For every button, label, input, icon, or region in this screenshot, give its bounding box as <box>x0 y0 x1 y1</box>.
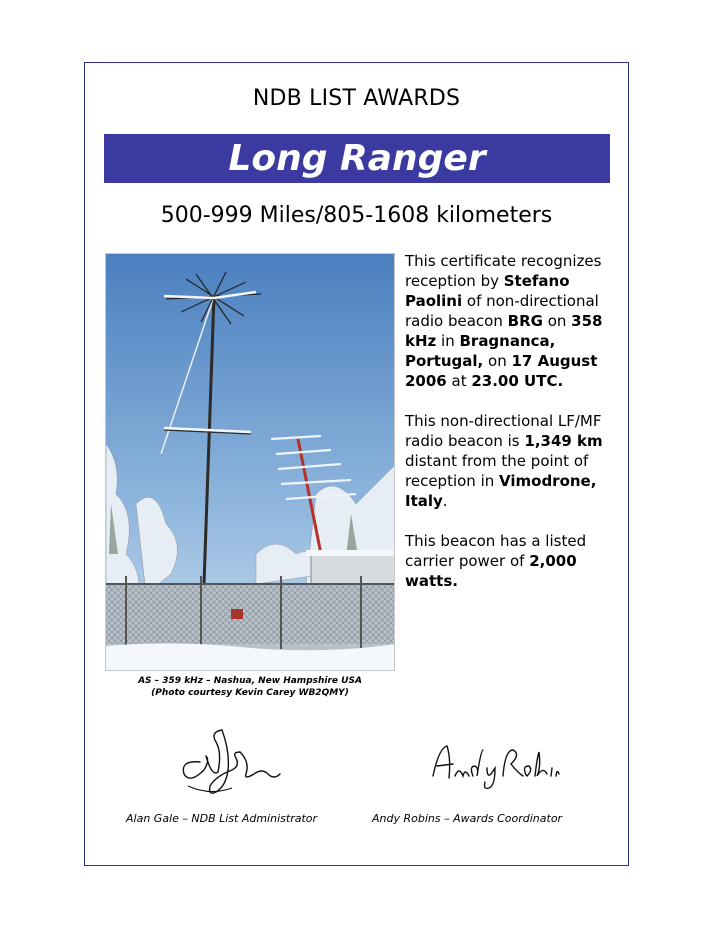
photo-caption-line2: (Photo courtesy Kevin Carey WB2QMY) <box>151 688 349 698</box>
reception-text: at <box>446 372 472 390</box>
reception-text: of non-directional radio beacon <box>405 292 599 330</box>
signatory-label-coordinator: Andy Robins – Awards Coordinator <box>372 812 563 825</box>
reception-point: Vimodrone, Italy <box>405 472 597 510</box>
beacon-location: Bragnanca, Portugal, <box>405 332 556 370</box>
award-title: Long Ranger <box>228 138 486 179</box>
listener-name: Stefano Paolini <box>405 272 570 310</box>
distance-text: . <box>442 492 448 510</box>
reception-text: in <box>436 332 460 350</box>
beacon-ident: BRG <box>507 312 543 330</box>
signatory-label-administrator: Alan Gale – NDB List Administrator <box>126 812 318 825</box>
beacon-frequency: 358 kHz <box>405 312 603 350</box>
reception-date: 17 August 2006 <box>405 352 598 390</box>
power-text: This beacon has a listed carrier power of <box>405 532 587 570</box>
carrier-power: 2,000 watts. <box>405 552 577 590</box>
photo-caption-line1: AS – 359 kHz – Nashua, New Hampshire USA <box>138 676 362 686</box>
reception-time: 23.00 UTC. <box>471 372 564 390</box>
antenna-photo-illustration <box>106 254 395 671</box>
reception-text: on <box>483 352 512 370</box>
power-paragraph <box>405 531 610 591</box>
distance-text: distant from the point of reception in <box>405 452 589 490</box>
handwritten-signature-icon <box>170 722 285 802</box>
distance-range-subtitle: 500-999 Miles/805-1608 kilometers <box>160 203 553 228</box>
distance-text: This non-directional LF/MF radio beacon is <box>405 412 602 450</box>
beacon-distance: 1,349 km <box>524 432 603 450</box>
award-title-banner <box>104 134 610 183</box>
photo-caption <box>100 675 400 699</box>
signature-andy-robins <box>425 738 560 797</box>
antenna-photo <box>105 253 395 671</box>
certificate-body <box>405 251 610 611</box>
signature-alan-gale <box>170 722 285 806</box>
handwritten-signature-icon <box>425 738 560 793</box>
reception-text: This certificate recognizes reception by <box>405 252 602 290</box>
reception-paragraph <box>405 251 610 391</box>
distance-paragraph <box>405 411 610 511</box>
certificate-heading: NDB LIST AWARDS <box>252 86 461 111</box>
reception-text: on <box>542 312 572 330</box>
